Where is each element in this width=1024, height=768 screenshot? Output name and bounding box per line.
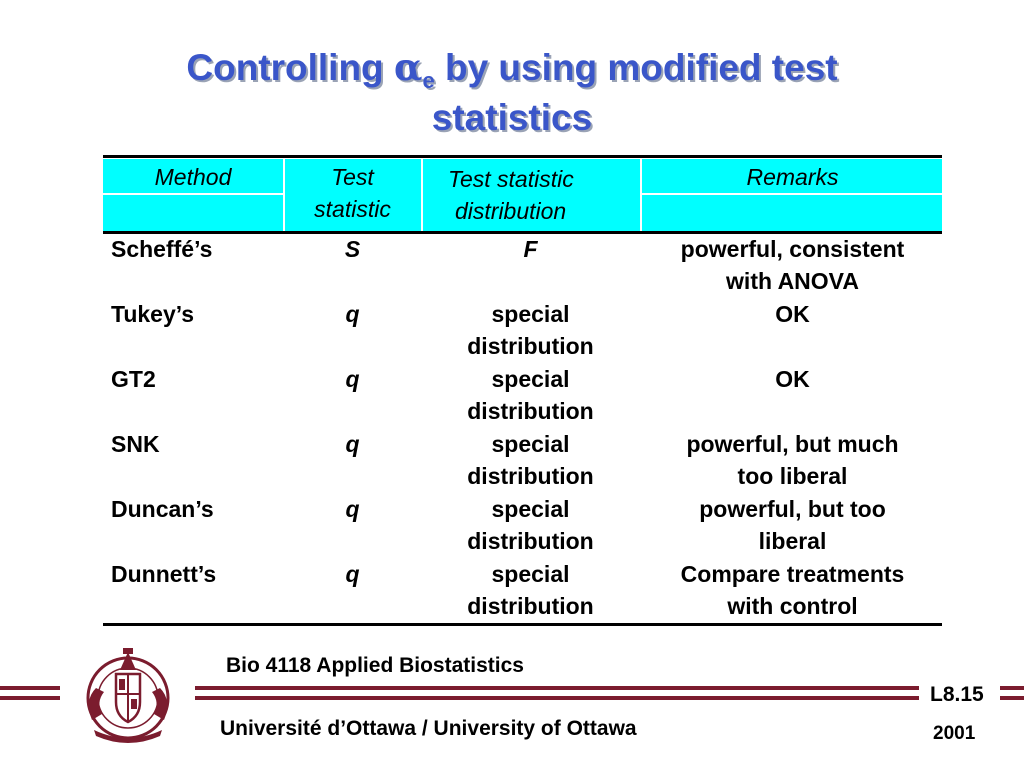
- header-test-statistic-line1: Test: [331, 164, 374, 190]
- row-scheffe-method: Scheffé’s: [111, 236, 213, 262]
- header-distribution-line2: distribution: [455, 198, 567, 224]
- header-col-divider: [640, 159, 642, 233]
- row-duncan-distribution-line1: special: [491, 496, 570, 522]
- row-tukey-remarks: OK: [775, 301, 810, 327]
- header-distribution-line1: Test statistic: [448, 166, 574, 192]
- footer-stripe: [0, 686, 60, 690]
- header-cell-divider: [640, 193, 942, 195]
- row-duncan-remarks-line1: powerful, but too: [699, 496, 886, 522]
- row-duncan-distribution-line2: distribution: [467, 528, 594, 554]
- row-scheffe-statistic: S: [344, 236, 361, 262]
- slide-title: [60, 42, 964, 143]
- row-scheffe-remarks-line2: with ANOVA: [726, 268, 859, 294]
- row-gt2-distribution-line1: special: [491, 366, 570, 392]
- row-snk-remarks-line2: too liberal: [737, 463, 848, 489]
- course-title: Bio 4118 Applied Biostatistics: [226, 654, 524, 677]
- row-duncan-remarks-line2: liberal: [758, 528, 827, 554]
- row-snk-distribution-line1: special: [491, 431, 570, 457]
- row-snk-statistic: q: [345, 431, 360, 457]
- university-crest-icon: [76, 644, 180, 748]
- header-test-statistic-line2: statistic: [314, 196, 391, 222]
- header-cell-divider: [103, 193, 283, 195]
- row-duncan-method: Duncan’s: [111, 496, 214, 522]
- table-bottom-rule: [103, 623, 942, 626]
- row-gt2-method: GT2: [111, 366, 156, 392]
- alpha-subscript: e: [422, 68, 435, 93]
- row-gt2-statistic: q: [345, 366, 360, 392]
- row-duncan-statistic: q: [345, 496, 360, 522]
- slide-number: L8.15: [930, 683, 984, 706]
- row-snk-remarks-line1: powerful, but much: [686, 431, 899, 457]
- row-dunnett-distribution-line1: special: [491, 561, 570, 587]
- footer-stripe: [1000, 686, 1024, 690]
- alpha-symbol: α: [393, 45, 423, 89]
- slide-title-line2: statistics: [431, 97, 593, 138]
- row-snk-method: SNK: [111, 431, 160, 457]
- row-tukey-distribution-line1: special: [491, 301, 570, 327]
- footer-stripe: [195, 696, 919, 700]
- row-scheffe-remarks-line1: powerful, consistent: [680, 236, 905, 262]
- row-dunnett-statistic: q: [345, 561, 360, 587]
- row-snk-distribution-line2: distribution: [467, 463, 594, 489]
- row-gt2-remarks: OK: [775, 366, 810, 392]
- row-tukey-statistic: q: [345, 301, 360, 327]
- row-dunnett-method: Dunnett’s: [111, 561, 217, 587]
- row-dunnett-distribution-line2: distribution: [467, 593, 594, 619]
- row-dunnett-remarks-line2: with control: [727, 593, 858, 619]
- header-method: Method: [154, 164, 232, 190]
- row-gt2-distribution-line2: distribution: [467, 398, 594, 424]
- row-dunnett-remarks-line1: Compare treatments: [680, 561, 905, 587]
- slide-year: 2001: [933, 723, 976, 744]
- title-text-post: by using modified test: [434, 47, 838, 88]
- row-tukey-method: Tukey’s: [111, 301, 195, 327]
- table-top-rule: [103, 155, 942, 158]
- university-name: Université d’Ottawa / University of Ottawa: [220, 717, 637, 740]
- footer-stripe: [1000, 696, 1024, 700]
- row-scheffe-distribution: F: [523, 236, 538, 262]
- slide-title-line1: [60, 42, 964, 93]
- header-remarks: Remarks: [746, 164, 839, 190]
- title-text-pre: Controlling: [186, 47, 394, 88]
- footer-stripe: [195, 686, 919, 690]
- footer-stripe: [0, 696, 60, 700]
- row-tukey-distribution-line2: distribution: [467, 333, 594, 359]
